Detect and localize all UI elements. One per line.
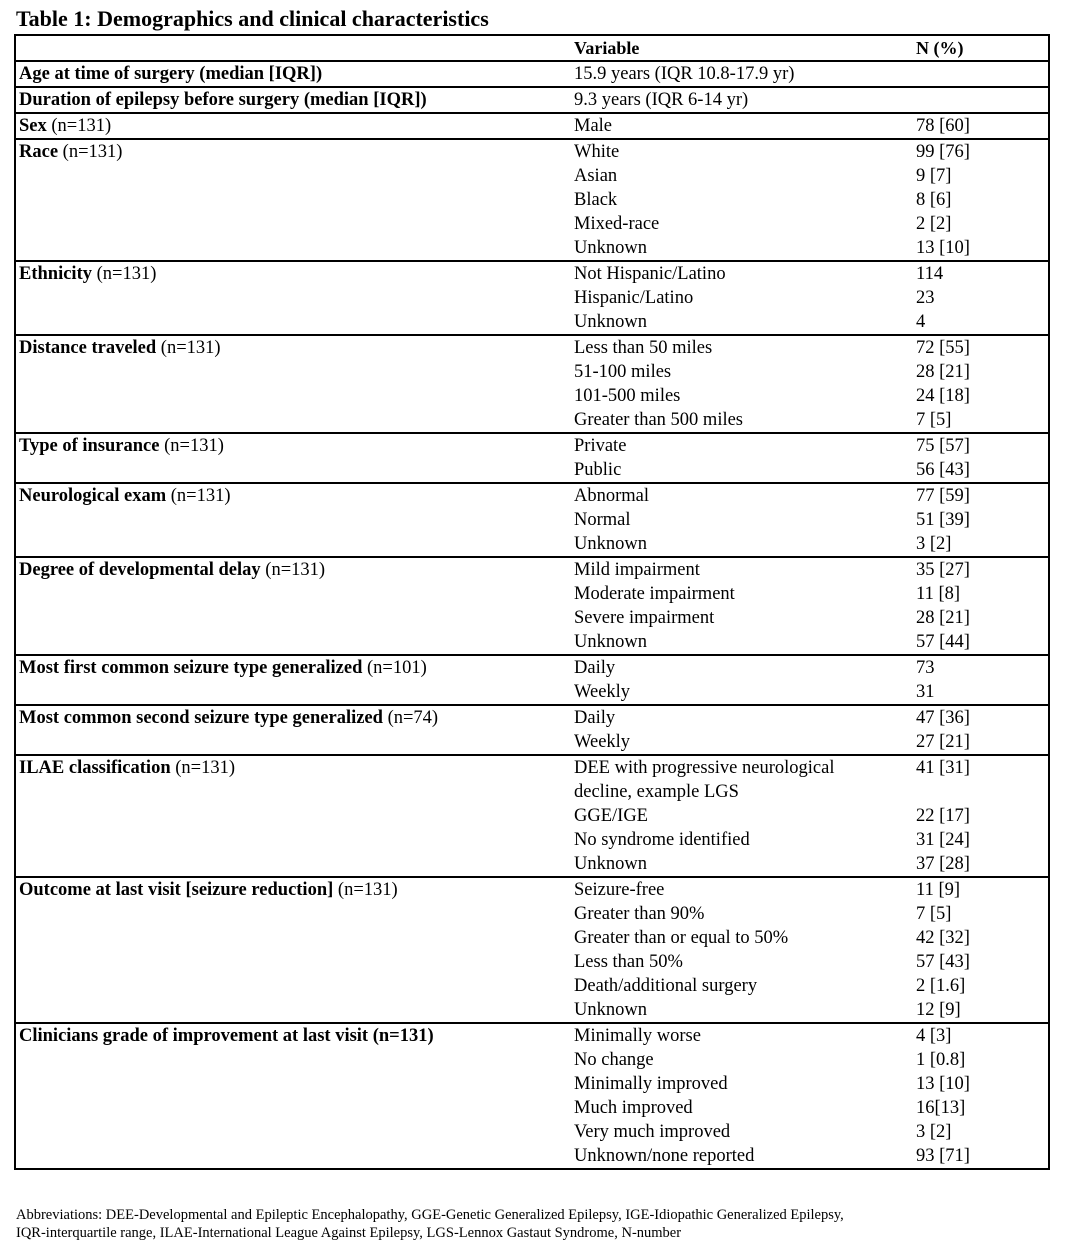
row-category-label <box>19 114 572 138</box>
n-percent-cell: 13 [10] <box>916 1074 970 1094</box>
n-percent-cell: 73 <box>916 658 935 678</box>
n-percent-cell: 2 [1.6] <box>916 976 966 996</box>
n-percent-cell: 8 [6] <box>916 190 952 210</box>
n-percent-cell: 7 [5] <box>916 904 952 924</box>
category-name: Age at time of surgery (median [IQR]) <box>19 64 323 84</box>
row-category-label <box>19 140 572 164</box>
variable-cell: Unknown <box>574 1000 647 1020</box>
abbreviations-line-2: IQR-interquartile range, ILAE-International League Against Epilepsy, LGS-Lennox Gastaut Syndrome, N-number <box>16 1225 682 1241</box>
variable-cell: GGE/IGE <box>574 806 648 826</box>
variable-cell: Unknown <box>574 238 647 258</box>
row-category-label <box>19 88 572 112</box>
n-percent-cell: 23 <box>916 288 935 308</box>
table-row <box>16 334 1048 432</box>
variable-cell: Male <box>574 116 613 136</box>
variable-cell: Death/additional surgery <box>574 976 758 996</box>
table-row <box>16 138 1048 260</box>
category-name: Neurological exam <box>19 486 167 506</box>
row-category-label <box>19 706 572 730</box>
n-percent-cell: 114 <box>916 264 944 284</box>
n-percent-cell <box>916 780 1048 804</box>
header-n-percent: N (%) <box>916 38 964 58</box>
n-percent-cell: 31 [24] <box>916 830 970 850</box>
n-percent-cell: 42 [32] <box>916 928 970 948</box>
category-count: (n=131) <box>156 338 221 358</box>
variable-cell: Abnormal <box>574 486 650 506</box>
n-percent-cell: 12 [9] <box>916 1000 961 1020</box>
n-percent-cell: 2 [2] <box>916 214 952 234</box>
variable-cell: Less than 50 miles <box>574 338 713 358</box>
row-category-label <box>19 878 572 902</box>
row-category-label <box>19 262 572 286</box>
n-percent-cell: 51 [39] <box>916 510 970 530</box>
n-percent-cell: 99 [76] <box>916 142 970 162</box>
category-count: (n=131) <box>58 142 123 162</box>
header-variable: Variable <box>574 38 640 58</box>
n-percent-cell: 93 [71] <box>916 1146 970 1166</box>
n-percent-cell: 11 [8] <box>916 584 961 604</box>
category-count: (n=131) <box>159 436 224 456</box>
demographics-table <box>14 34 1050 1170</box>
variable-cell: 51-100 miles <box>574 362 672 382</box>
table-header-row <box>16 36 1048 60</box>
table-row <box>16 654 1048 704</box>
variable-cell: Daily <box>574 658 616 678</box>
row-category-label <box>19 558 572 582</box>
category-name: Distance traveled <box>19 338 157 358</box>
category-count: (n=131) <box>260 560 326 580</box>
variable-cell: Severe impairment <box>574 608 715 628</box>
variable-cell: Not Hispanic/Latino <box>574 264 726 284</box>
n-percent-cell: 77 [59] <box>916 486 970 506</box>
variable-cell: 15.9 years (IQR 10.8-17.9 yr) <box>574 64 795 84</box>
n-percent-cell: 11 [9] <box>916 880 961 900</box>
variable-cell: Public <box>574 460 622 480</box>
category-name: Clinicians grade of improvement at last visit (n=131) <box>19 1026 434 1046</box>
variable-cell: Unknown <box>574 632 647 652</box>
n-percent-cell: 28 [21] <box>916 608 970 628</box>
table-row <box>16 876 1048 1022</box>
n-percent-cell <box>916 88 1048 112</box>
table-row <box>16 60 1048 86</box>
variable-cell: Minimally improved <box>574 1074 728 1094</box>
n-percent-cell: 57 [43] <box>916 952 970 972</box>
row-category-label <box>19 336 572 360</box>
n-percent-cell: 37 [28] <box>916 854 970 874</box>
category-count: (n=131) <box>333 880 398 900</box>
table-row <box>16 1022 1048 1168</box>
variable-cell: Unknown/none reported <box>574 1146 755 1166</box>
n-percent-cell: 47 [36] <box>916 708 970 728</box>
category-name: Duration of epilepsy before surgery (median [IQR]) <box>19 90 427 110</box>
n-percent-cell: 35 [27] <box>916 560 970 580</box>
variable-cell: Very much improved <box>574 1122 731 1142</box>
category-name: Most first common seizure type generalized <box>19 658 363 678</box>
n-percent-cell <box>916 62 1048 86</box>
variable-cell: Seizure-free <box>574 880 665 900</box>
variable-cell: No syndrome identified <box>574 830 750 850</box>
table-row <box>16 556 1048 654</box>
category-name: Race <box>19 142 59 162</box>
variable-cell: Much improved <box>574 1098 693 1118</box>
category-name: Degree of developmental delay <box>19 560 261 580</box>
variable-cell: Unknown <box>574 534 647 554</box>
variable-cell: Normal <box>574 510 631 530</box>
category-name: Most common second seizure type generalized <box>19 708 383 728</box>
variable-cell: Hispanic/Latino <box>574 288 694 308</box>
variable-cell: Black <box>574 190 618 210</box>
category-name: Ethnicity <box>19 264 92 284</box>
n-percent-cell: 13 [10] <box>916 238 970 258</box>
n-percent-cell: 56 [43] <box>916 460 970 480</box>
n-percent-cell: 24 [18] <box>916 386 970 406</box>
variable-cell: Greater than or equal to 50% <box>574 928 789 948</box>
variable-cell: Greater than 500 miles <box>574 410 744 430</box>
row-category-label <box>19 656 572 680</box>
n-percent-cell: 7 [5] <box>916 410 952 430</box>
table-row <box>16 482 1048 556</box>
n-percent-cell: 22 [17] <box>916 806 970 826</box>
variable-cell: No change <box>574 1050 654 1070</box>
n-percent-cell: 31 <box>916 682 935 702</box>
variable-cell: Minimally worse <box>574 1026 701 1046</box>
variable-cell: Unknown <box>574 854 647 874</box>
n-percent-cell: 78 [60] <box>916 116 970 136</box>
n-percent-cell: 16[13] <box>916 1098 966 1118</box>
n-percent-cell: 57 [44] <box>916 632 970 652</box>
variable-cell: White <box>574 142 620 162</box>
category-count: (n=74) <box>382 708 439 728</box>
variable-cell: Less than 50% <box>574 952 683 972</box>
category-count: (n=101) <box>362 658 427 678</box>
n-percent-cell: 4 <box>916 312 926 332</box>
category-count: (n=131) <box>170 758 235 778</box>
table-row <box>16 704 1048 754</box>
table-title: Table 1: Demographics and clinical characteristics <box>16 6 489 31</box>
variable-cell: Mixed-race <box>574 214 660 234</box>
n-percent-cell: 1 [0.8] <box>916 1050 966 1070</box>
variable-cell: Mild impairment <box>574 560 700 580</box>
variable-cell: Moderate impairment <box>574 584 735 604</box>
n-percent-cell: 3 [2] <box>916 534 952 554</box>
variable-cell: Unknown <box>574 312 647 332</box>
variable-cell: Asian <box>574 166 618 186</box>
row-category-label <box>19 756 572 780</box>
category-name: ILAE classification <box>19 758 171 778</box>
table-row <box>16 432 1048 482</box>
category-count: (n=131) <box>91 264 157 284</box>
table-row <box>16 754 1048 876</box>
n-percent-cell: 27 [21] <box>916 732 970 752</box>
variable-cell: 9.3 years (IQR 6-14 yr) <box>574 90 749 110</box>
category-name: Sex <box>19 116 47 136</box>
variable-cell: Weekly <box>574 682 631 702</box>
n-percent-cell: 41 [31] <box>916 758 970 778</box>
category-name: Type of insurance <box>19 436 160 456</box>
n-percent-cell: 9 [7] <box>916 166 952 186</box>
table-row <box>16 112 1048 138</box>
variable-cell: Daily <box>574 708 616 728</box>
variable-cell: decline, example LGS <box>574 782 739 802</box>
n-percent-cell: 28 [21] <box>916 362 970 382</box>
variable-cell: Greater than 90% <box>574 904 705 924</box>
row-category-label <box>19 434 572 458</box>
n-percent-cell: 72 [55] <box>916 338 970 358</box>
row-category-label <box>19 484 572 508</box>
row-category-label <box>19 1024 572 1048</box>
abbreviations-line-1: Abbreviations: DEE-Developmental and Epileptic Encephalopathy, GGE-Genetic Generalized Epilepsy, IGE-Idiopathic Generalized Epilepsy, <box>16 1207 844 1223</box>
variable-cell: 101-500 miles <box>574 386 681 406</box>
category-name: Outcome at last visit [seizure reduction] <box>19 880 334 900</box>
category-count: (n=131) <box>46 116 112 136</box>
n-percent-cell: 75 [57] <box>916 436 970 456</box>
table-row <box>16 260 1048 334</box>
variable-cell: Weekly <box>574 732 631 752</box>
row-category-label <box>19 62 572 86</box>
header-col1 <box>19 36 572 60</box>
variable-cell: DEE with progressive neurological <box>574 758 835 778</box>
variable-cell: Private <box>574 436 627 456</box>
n-percent-cell: 4 [3] <box>916 1026 952 1046</box>
abbreviations-footnote <box>16 1206 1056 1242</box>
n-percent-cell: 3 [2] <box>916 1122 952 1142</box>
category-count: (n=131) <box>166 486 231 506</box>
table-row <box>16 86 1048 112</box>
